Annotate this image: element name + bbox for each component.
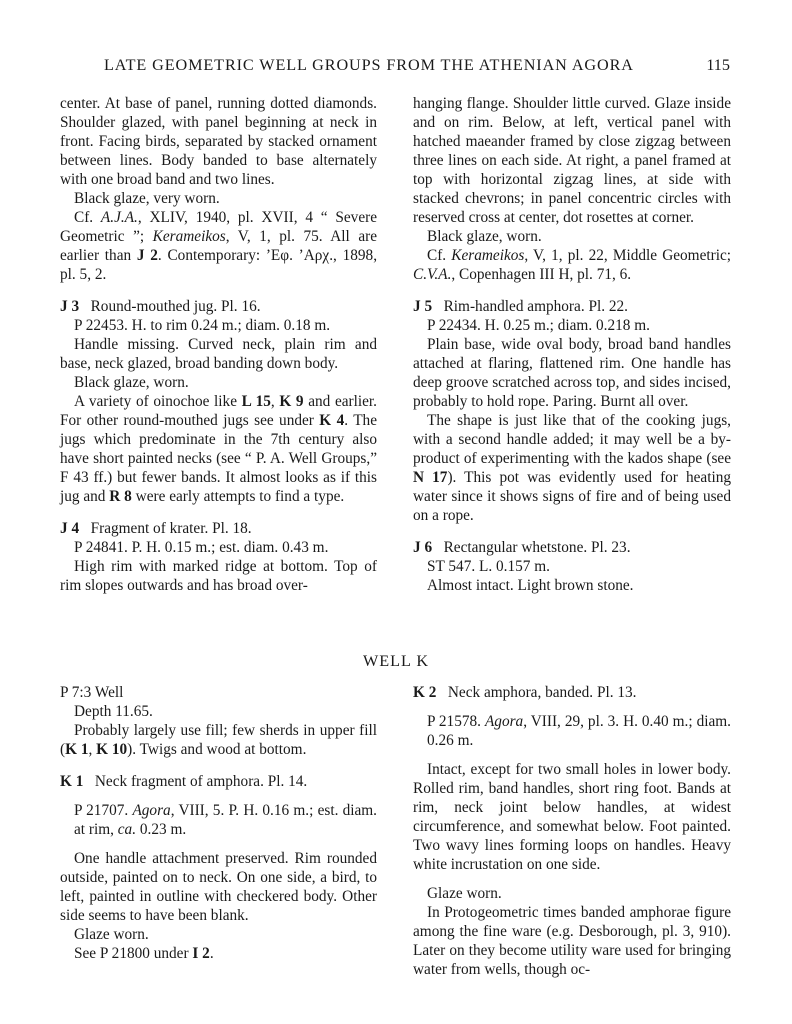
commentary: In Protogeometric times banded amphorae figure among the fine ware (e.g. Desborough, pl. 3, 910). Later on they become utility ware used for bringing water from wells, though oc- (413, 904, 731, 978)
running-header (60, 56, 730, 80)
catalogue-number: K 2 (413, 684, 437, 701)
entry-title: Neck fragment of amphora. Pl. 14. (94, 773, 308, 790)
column-right-bottom (413, 683, 731, 979)
running-title: LATE GEOMETRIC WELL GROUPS FROM THE ATHENIAN AGORA (104, 56, 634, 74)
catalogue-entry-j6 (413, 538, 731, 557)
measurements: P 21578. Agora, VIII, 29, pl. 3. H. 0.40 m.; diam. 0.26 m. (427, 713, 732, 749)
well-depth: Depth 11.65. (74, 703, 153, 720)
glaze-note: Glaze worn. (427, 885, 502, 902)
well-label: P 7:3 Well (60, 684, 124, 701)
section-heading: WELL K (362, 652, 430, 670)
well-description: Probably largely use fill; few sherds in upper fill (K 1, K 10). Twigs and wood at bottom. (60, 722, 377, 758)
catalogue-number: J 4 (60, 520, 80, 537)
catalogue-entry-j5 (413, 297, 731, 316)
reference-paragraph: Cf. A.J.A., XLIV, 1940, pl. XVII, 4 “ Severe Geometric ”; Kerameikos, V, 1, pl. 75. All are earlier than J 2. Contemporary: ’Eφ. ’Aρχ., 1898, pl. 5, 2. (60, 209, 378, 283)
measurements: P 24841. P. H. 0.15 m.; est. diam. 0.43 m. (74, 539, 329, 556)
description: High rim with marked ridge at bottom. Top of rim slopes outwards and has broad over- (60, 558, 377, 594)
catalogue-entry-k2 (413, 683, 731, 702)
measurements: ST 547. L. 0.157 m. (427, 558, 550, 575)
commentary: The shape is just like that of the cooking jugs, with a second handle added; it may well be a by-product of experimenting with the kados shape (see N 17). This pot was evidently used for heating water since it shows signs of fire and of being used on a rope. (413, 412, 732, 524)
description: Almost intact. Light brown stone. (427, 577, 634, 594)
entry-title: Round-mouthed jug. Pl. 16. (90, 298, 261, 315)
catalogue-number: J 3 (60, 298, 80, 315)
description: One handle attachment preserved. Rim rounded outside, painted on to neck. On one side, a bird, to left, painted in outline with checkered body. Other side seems to have been blank. (60, 850, 377, 924)
catalogue-number: J 5 (413, 298, 433, 315)
description: Intact, except for two small holes in lower body. Rolled rim, band handles, short ring foot. Bands at rim, neck joint below handles, at widest circumference, and somewhat below. Foot painted. Two wavy lines forming loops on handles. Heavy white incrustation on one side. (413, 761, 731, 873)
measurements: P 21707. Agora, VIII, 5. P. H. 0.16 m.; est. diam. at rim, ca. 0.23 m. (74, 802, 378, 838)
entry-title: Neck amphora, banded. Pl. 13. (447, 684, 637, 701)
description: Handle missing. Curved neck, plain rim and base, neck glazed, broad banding down body. (60, 336, 377, 372)
cross-reference: See P 21800 under I 2. (74, 945, 214, 962)
catalogue-entry-j3 (60, 297, 377, 316)
commentary: A variety of oinochoe like L 15, K 9 and earlier. For other round-mouthed jugs see under K 4. The jugs which predominate in the 7th century also have short painted necks (see “ P. A. Well Groups,” F 43 ff.) but fewer bands. It almost looks as if this jug and R 8 were early attempts to find a type. (60, 393, 377, 505)
column-left-bottom (60, 683, 377, 963)
catalogue-number: J 6 (413, 539, 433, 556)
entry-title: Rectangular whetstone. Pl. 23. (443, 539, 631, 556)
reference-paragraph: Cf. Kerameikos, V, 1, pl. 22, Middle Geometric; C.V.A., Copenhagen III H, pl. 71, 6. (413, 247, 732, 283)
column-right-top (413, 94, 731, 595)
measurements: P 22434. H. 0.25 m.; diam. 0.218 m. (427, 317, 650, 334)
paragraph: hanging flange. Shoulder little curved. Glaze inside and on rim. Below, at left, vertical panel with hatched maeander framed by close zigzag between three lines on each side. At right, a panel framed at top with horizontal zigzag lines, at side with stacked chevrons; in panel concentric circles with reserved cross at center, dot rosettes at corner. (413, 95, 731, 226)
entry-title: Rim-handled amphora. Pl. 22. (443, 298, 628, 315)
paragraph: center. At base of panel, running dotted diamonds. Shoulder glazed, with panel beginning at neck in front. Facing birds, separated by stacked ornament between lines. Body banded to base alternately with one broad band and two lines. (60, 95, 377, 188)
catalogue-entry-k1 (60, 772, 377, 791)
measurements: P 22453. H. to rim 0.24 m.; diam. 0.18 m. (74, 317, 331, 334)
glaze-note: Black glaze, worn. (74, 374, 189, 391)
paragraph: Black glaze, very worn. (74, 190, 220, 207)
catalogue-number: K 1 (60, 773, 84, 790)
paragraph: Black glaze, worn. (427, 228, 542, 245)
catalogue-entry-j4 (60, 519, 377, 538)
entry-title: Fragment of krater. Pl. 18. (90, 520, 252, 537)
page-number: 115 (706, 56, 730, 74)
column-left-top (60, 94, 377, 595)
glaze-note: Glaze worn. (74, 926, 149, 943)
description: Plain base, wide oval body, broad band handles attached at flaring, flattened rim. One handle has deep groove scratched across top, and sides incised, probably to hold rope. Paring. Burnt all over. (413, 336, 731, 410)
